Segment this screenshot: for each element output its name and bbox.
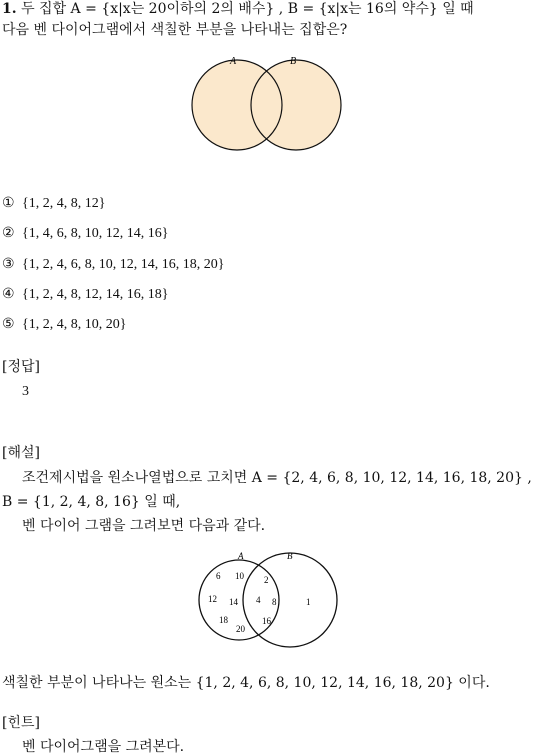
choice-4-mark: ④ [2, 287, 15, 302]
venn2-element: 16 [262, 616, 271, 626]
solution-conclusion: 색칠한 부분이 나타나는 원소는 {1, 2, 4, 6, 8, 10, 12, 14, 16, 18, 20} 이다. [2, 675, 490, 691]
question-line-1 [2, 0, 474, 18]
choice-3-mark: ③ [2, 257, 15, 272]
choice-1-text: {1, 2, 4, 8, 12} [22, 196, 106, 211]
venn2-element: 1 [306, 597, 311, 607]
choice-1 [2, 195, 105, 213]
venn2-element: 10 [235, 571, 244, 581]
venn1-label-a: A [230, 56, 237, 67]
venn2-element: 8 [272, 597, 277, 607]
venn2-element: 4 [256, 595, 261, 605]
solution-line-1: 조건제시법을 원소나열법으로 고치면 A = {2, 4, 6, 8, 10, 12, 14, 16, 18, 20} , [22, 470, 532, 486]
venn2-element: 18 [219, 615, 228, 625]
venn2-element: 12 [208, 594, 217, 604]
choice-5 [2, 316, 126, 334]
solution-line-2: B = {1, 2, 4, 8, 16} 일 때, [2, 494, 181, 510]
venn2-element: 2 [264, 575, 269, 585]
answer-value: 3 [22, 384, 29, 399]
venn1-label-b: B [290, 56, 297, 67]
venn-diagram-solution [192, 547, 342, 649]
choice-4-text: {1, 2, 4, 8, 12, 14, 16, 18} [22, 287, 169, 302]
question-line-2: 다음 벤 다이어그램에서 색칠한 부분을 나타내는 집합은? [2, 22, 348, 38]
question-text-line-1: 두 집합 A = {x|x는 20이하의 2의 배수} , B = {x|x는 16의 약수} 일 때 [21, 1, 474, 17]
choice-2 [2, 225, 168, 243]
venn2-element: 6 [216, 571, 221, 581]
choice-4 [2, 286, 168, 304]
hint-heading: [힌트] [2, 715, 40, 731]
choice-1-mark: ① [2, 196, 15, 211]
venn-diagram-question [186, 52, 348, 156]
solution-line-3: 벤 다이어 그램을 그려보면 다음과 같다. [22, 518, 266, 534]
choice-5-mark: ⑤ [2, 317, 15, 332]
solution-heading: [해설] [2, 445, 40, 461]
venn2-element: 20 [236, 624, 245, 634]
choice-3-text: {1, 2, 4, 6, 8, 10, 12, 14, 16, 18, 20} [22, 257, 225, 272]
choice-5-text: {1, 2, 4, 8, 10, 20} [22, 317, 127, 332]
answer-heading: [정답] [2, 359, 40, 375]
choice-3 [2, 256, 224, 274]
hint-text: 벤 다이어그램을 그려본다. [22, 739, 185, 755]
question-number: 1. [2, 1, 17, 17]
venn2-label-b: B [287, 551, 293, 561]
choice-2-text: {1, 4, 6, 8, 10, 12, 14, 16} [22, 226, 169, 241]
venn2-element: 14 [229, 597, 238, 607]
venn2-label-a: A [238, 551, 244, 561]
choice-2-mark: ② [2, 226, 15, 241]
